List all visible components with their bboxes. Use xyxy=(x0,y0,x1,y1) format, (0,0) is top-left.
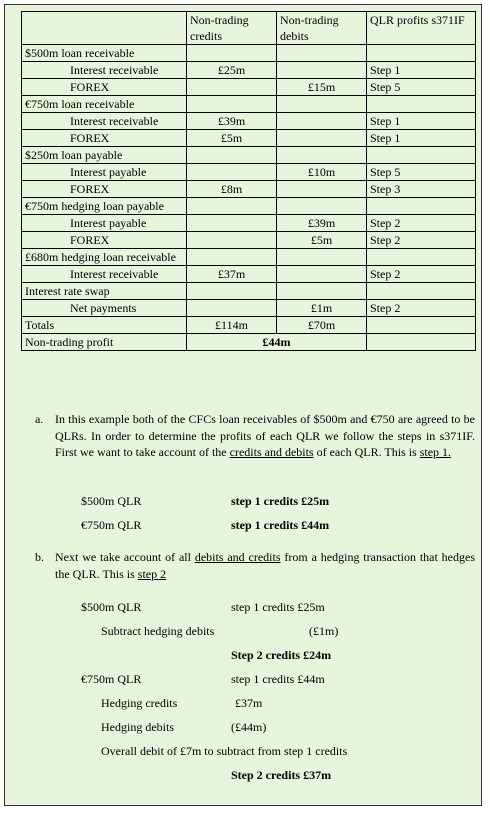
credit-cell: £114m xyxy=(187,317,277,334)
item-label: Interest payable xyxy=(22,164,187,181)
empty-cell xyxy=(367,249,476,266)
empty-cell xyxy=(367,45,476,62)
empty-cell xyxy=(187,249,277,266)
group-label: £680m hedging loan receivable xyxy=(22,249,187,266)
table-row xyxy=(22,300,476,317)
item-label: FOREX xyxy=(22,181,187,198)
paragraph-text: In this example both of the CFCs loan receivables of $500m and €750 are agreed to be QLRs. In order to determine the profits of each QLR we follow the steps in s371IF. First we want to take account of the xyxy=(55,412,475,459)
table-row xyxy=(22,164,476,181)
item-label: Interest receivable xyxy=(22,62,187,79)
group-label: $250m loan payable xyxy=(22,147,187,164)
qlr-value: step 1 credits £25m xyxy=(231,494,330,508)
table-row xyxy=(22,198,476,215)
qlr-value: step 1 credits £44m xyxy=(231,518,330,532)
underlined-text: credits and debits xyxy=(229,445,314,459)
list-marker: a. xyxy=(35,412,44,426)
overall-note: Overall debit of £7m to subtract from step 1 credits xyxy=(101,744,348,758)
group-label: €750m hedging loan payable xyxy=(22,198,187,215)
debit-cell: £10m xyxy=(277,164,367,181)
table-row xyxy=(22,283,476,300)
table-row xyxy=(22,266,476,283)
underlined-text: step 1. xyxy=(419,445,452,459)
table-row xyxy=(22,45,476,62)
adjustment-label: Hedging debits xyxy=(101,720,174,734)
table-row xyxy=(22,96,476,113)
group-label: €750m loan receivable xyxy=(22,96,187,113)
paragraph-a xyxy=(55,411,475,461)
qlr-label: $500m QLR xyxy=(81,600,142,614)
credit-cell xyxy=(187,164,277,181)
credit-cell: £37m xyxy=(187,266,277,283)
empty-cell xyxy=(367,147,476,164)
adjustment-value: (£44m) xyxy=(231,720,267,734)
header-cell: Non-trading debits xyxy=(277,12,367,45)
adjustment-value: £37m xyxy=(235,696,263,710)
credit-cell xyxy=(187,79,277,96)
qlr-value: step 1 credits £25m xyxy=(231,600,325,614)
step-cell: Step 1 xyxy=(367,130,476,147)
header-cell: Non-trading credits xyxy=(187,12,277,45)
empty-cell xyxy=(187,96,277,113)
empty-cell xyxy=(367,96,476,113)
empty-cell xyxy=(277,147,367,164)
debit-cell: £39m xyxy=(277,215,367,232)
underlined-text: step 2 xyxy=(137,566,167,581)
debit-cell xyxy=(277,266,367,283)
item-label: FOREX xyxy=(22,130,187,147)
item-label: Interest receivable xyxy=(22,266,187,283)
item-label: FOREX xyxy=(22,79,187,96)
header-cell xyxy=(22,12,187,45)
item-label: Interest receivable xyxy=(22,113,187,130)
step2-result: Step 2 credits £24m xyxy=(231,648,332,662)
empty-cell xyxy=(187,147,277,164)
step-cell: Step 2 xyxy=(367,300,476,317)
profit-value: £44m xyxy=(187,334,367,351)
step-cell: Step 1 xyxy=(367,62,476,79)
empty-cell xyxy=(277,198,367,215)
profit-label: Non-trading profit xyxy=(22,334,187,351)
credit-cell xyxy=(187,215,277,232)
step-cell: Step 5 xyxy=(367,79,476,96)
debit-cell xyxy=(277,62,367,79)
table-row xyxy=(22,317,476,334)
debit-cell xyxy=(277,130,367,147)
debit-cell: £5m xyxy=(277,232,367,249)
table-row xyxy=(22,113,476,130)
empty-cell xyxy=(367,198,476,215)
debit-cell xyxy=(277,113,367,130)
debit-cell xyxy=(277,181,367,198)
adjustment-value: (£1m) xyxy=(309,624,339,638)
qlr-label: €750m QLR xyxy=(81,518,142,532)
credit-cell: £5m xyxy=(187,130,277,147)
qlr-label: €750m QLR xyxy=(81,672,142,686)
step-cell: Step 2 xyxy=(367,215,476,232)
qlr-table xyxy=(21,11,476,351)
table-row xyxy=(22,62,476,79)
group-label: $500m loan receivable xyxy=(22,45,187,62)
empty-cell xyxy=(187,45,277,62)
step-cell xyxy=(367,317,476,334)
qlr-label: $500m QLR xyxy=(81,494,142,508)
empty-cell xyxy=(277,283,367,300)
table-row xyxy=(22,249,476,266)
profit-row xyxy=(22,334,476,351)
credit-cell: £25m xyxy=(187,62,277,79)
item-label: Interest payable xyxy=(22,215,187,232)
paragraph-b xyxy=(55,549,475,582)
paragraph-text: of each QLR. This is xyxy=(313,445,420,459)
step-cell: Step 3 xyxy=(367,181,476,198)
table-row xyxy=(22,215,476,232)
table-row xyxy=(22,147,476,164)
step-cell: Step 5 xyxy=(367,164,476,181)
table-row xyxy=(22,232,476,249)
adjustment-label: Subtract hedging debits xyxy=(101,624,215,638)
qlr-table-body xyxy=(22,12,476,351)
totals-label: Totals xyxy=(22,317,187,334)
credit-cell xyxy=(187,300,277,317)
list-marker: b. xyxy=(35,550,44,564)
empty-cell xyxy=(277,249,367,266)
empty-cell xyxy=(277,45,367,62)
empty-cell xyxy=(187,198,277,215)
table-row xyxy=(22,130,476,147)
credit-cell xyxy=(187,232,277,249)
empty-cell xyxy=(187,283,277,300)
debit-cell: £70m xyxy=(277,317,367,334)
empty-cell xyxy=(367,334,476,351)
table-row xyxy=(22,181,476,198)
document-frame xyxy=(4,4,482,806)
underlined-text: debits and credits xyxy=(194,550,281,564)
item-label: Net payments xyxy=(22,300,187,317)
credit-cell: £8m xyxy=(187,181,277,198)
step2-result: Step 2 credits £37m xyxy=(231,768,332,782)
adjustment-label: Hedging credits xyxy=(101,696,178,710)
group-label: Interest rate swap xyxy=(22,283,187,300)
paragraph-text: Next we take account of all xyxy=(55,550,195,564)
step-cell: Step 2 xyxy=(367,232,476,249)
table-header-row xyxy=(22,12,476,45)
empty-cell xyxy=(277,96,367,113)
empty-cell xyxy=(367,283,476,300)
debit-cell: £15m xyxy=(277,79,367,96)
step-cell: Step 2 xyxy=(367,266,476,283)
table-row xyxy=(22,79,476,96)
header-cell: QLR profits s371IF xyxy=(367,12,476,45)
item-label: FOREX xyxy=(22,232,187,249)
credit-cell: £39m xyxy=(187,113,277,130)
paragraph-text: from a hedging transaction that hedges the QLR. This is xyxy=(55,550,476,581)
qlr-value: step 1 credits £44m xyxy=(231,672,325,686)
debit-cell: £1m xyxy=(277,300,367,317)
step-cell: Step 1 xyxy=(367,113,476,130)
